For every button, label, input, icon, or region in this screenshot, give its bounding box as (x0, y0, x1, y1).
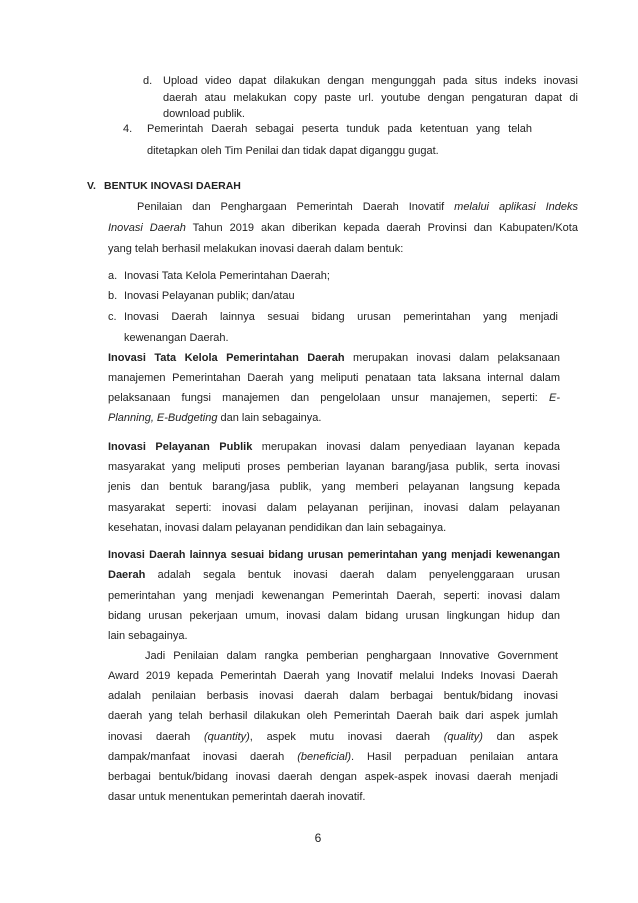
forms-item-text: Inovasi Tata Kelola Pemerintahan Daerah; (124, 269, 330, 282)
body-text: dan lain sebagainya. (217, 412, 322, 424)
italic-term: E- (549, 392, 560, 404)
forms-item-marker: b. (108, 290, 118, 303)
pelayanan-publik-line: kesehatan, inovasi dalam pelayanan pendidikan dan lain sebagainya. (108, 521, 447, 534)
intro-italic-term: Inovasi Daerah (108, 222, 186, 234)
term-bold: Inovasi Pelayanan Publik (108, 440, 253, 453)
pelayanan-publik-line: masyarakat yang meliputi proses pemberian layanan barang/jasa publik, serta inovasi (108, 461, 560, 474)
tata-kelola-line: manajemen Pemerintahan Daerah yang meliputi penataan tata laksana internal dalam (108, 372, 560, 384)
conclusion-line: daerah yang telah berhasil dilakukan oleh Pemerintah Daerah baik dari aspek jumlah (108, 710, 558, 723)
forms-item-marker: a. (108, 269, 118, 282)
body-text: merupakan inovasi dalam pelaksanaan (344, 352, 561, 364)
forms-markers (108, 266, 117, 328)
forms-item-marker: c. (108, 311, 117, 323)
conclusion-line: adalah penilaian berbasis inovasi daerah dalam berbagai bentuk/bidang inovasi (108, 690, 558, 703)
page-number: 6 (314, 831, 322, 845)
conclusion-paragraph (108, 646, 558, 807)
item-4-marker: 4. (123, 123, 133, 135)
body-text: adalah segala bentuk inovasi daerah dalam penyelenggaraan urusan (145, 569, 560, 582)
tata-kelola-line (108, 348, 560, 368)
item-d-line: daerah atau melakukan copy paste url. youtube dengan pengaturan dapat di (163, 91, 578, 104)
conclusion-line (108, 727, 558, 747)
body-text: . Hasil perpaduan penilaian antara (351, 750, 558, 763)
intro-paragraph (108, 197, 578, 260)
tata-kelola-paragraph (108, 348, 560, 428)
pelayanan-publik-line (108, 437, 560, 457)
intro-line: yang telah berhasil melakukan inovasi daerah dalam bentuk: (108, 243, 404, 255)
intro-line (137, 197, 578, 218)
forms-item-text: Inovasi Pelayanan publik; dan/atau (124, 290, 295, 303)
italic-term: (quantity) (203, 730, 250, 743)
term-bold: Daerah (108, 569, 146, 582)
term-bold: Inovasi Tata Kelola Pemerintahan Daerah (108, 352, 345, 364)
italic-term: Planning, E-Budgeting (108, 412, 218, 424)
lainnya-line (108, 565, 560, 585)
item-d-text (163, 73, 578, 123)
conclusion-line: berbagai bentuk/bidang inovasi daerah dengan aspek-aspek inovasi daerah menjadi (108, 770, 558, 783)
tata-kelola-line (108, 388, 560, 408)
intro-italic-term: melalui aplikasi Indeks (454, 201, 578, 213)
lainnya-line: Inovasi Daerah lainnya sesuai bidang urusan pemerintahan yang menjadi kewenangan (108, 549, 560, 561)
pelayanan-publik-line: jenis dan bentuk barang/jasa publik, yang memberi pelayanan langsung kepada (108, 481, 560, 494)
section-number: V. (87, 180, 96, 192)
forms-item-text: kewenangan Daerah. (124, 331, 229, 344)
pelayanan-publik-line: masyarakat seperti: inovasi dalam pelayanan perijinan, inovasi dalam pelayanan (108, 501, 560, 514)
lainnya-line: pemerintahan yang menjadi kewenangan Pemerintah Daerah, seperti: inovasi dalam (108, 589, 560, 602)
lainnya-line: lain sebagainya. (108, 630, 188, 642)
section-title: BENTUK INOVASI DAERAH (104, 180, 241, 192)
conclusion-line (108, 747, 558, 767)
forms-list (124, 266, 558, 349)
body-text: pelaksanaan fungsi manajemen dan pengelolaan unsur manajemen, seperti: (108, 392, 549, 404)
item-d-marker: d. (143, 75, 153, 87)
italic-term: (quality) (443, 730, 483, 743)
intro-text: Penilaian dan Penghargaan Pemerintah Daerah Inovatif (137, 201, 455, 213)
body-text: merupakan inovasi dalam penyediaan layanan kepada (252, 440, 560, 453)
forms-item-text: Inovasi Daerah lainnya sesuai bidang urusan pemerintahan yang menjadi (124, 311, 558, 323)
pelayanan-publik-paragraph (108, 437, 560, 538)
intro-line (108, 218, 578, 239)
body-text: inovasi daerah (108, 730, 204, 743)
item-d-line: Upload video dapat dilakukan dengan mengunggah pada situs indeks inovasi (163, 75, 578, 87)
item-4-text (147, 118, 532, 162)
item-4-line: Pemerintah Daerah sebagai peserta tunduk pada ketentuan yang telah (147, 123, 532, 135)
italic-term: (beneficial) (297, 750, 351, 763)
tata-kelola-line (108, 408, 560, 428)
body-text: , aspek mutu inovasi daerah (249, 730, 444, 743)
body-text: dan aspek (482, 730, 558, 743)
conclusion-line: Award 2019 kepada Pemerintah Daerah yang Inovatif melalui Indeks Inovasi Daerah (108, 670, 558, 683)
lainnya-line: bidang urusan pekerjaan umum, inovasi dalam bidang urusan lingkungan hidup dan (108, 609, 560, 622)
lainnya-paragraph (108, 545, 560, 646)
conclusion-line: dasar untuk menentukan pemerintah daerah inovatif. (108, 790, 366, 803)
item-4-line: ditetapkan oleh Tim Penilai dan tidak dapat diganggu gugat. (147, 145, 439, 157)
intro-text: Tahun 2019 akan diberikan kepada daerah Provinsi dan Kabupaten/Kota (185, 222, 578, 234)
conclusion-line: Jadi Penilaian dalam rangka pemberian penghargaan Innovative Government (145, 650, 558, 662)
body-text: dampak/manfaat inovasi daerah (108, 750, 298, 763)
item-d-line: download publik. (163, 108, 245, 120)
